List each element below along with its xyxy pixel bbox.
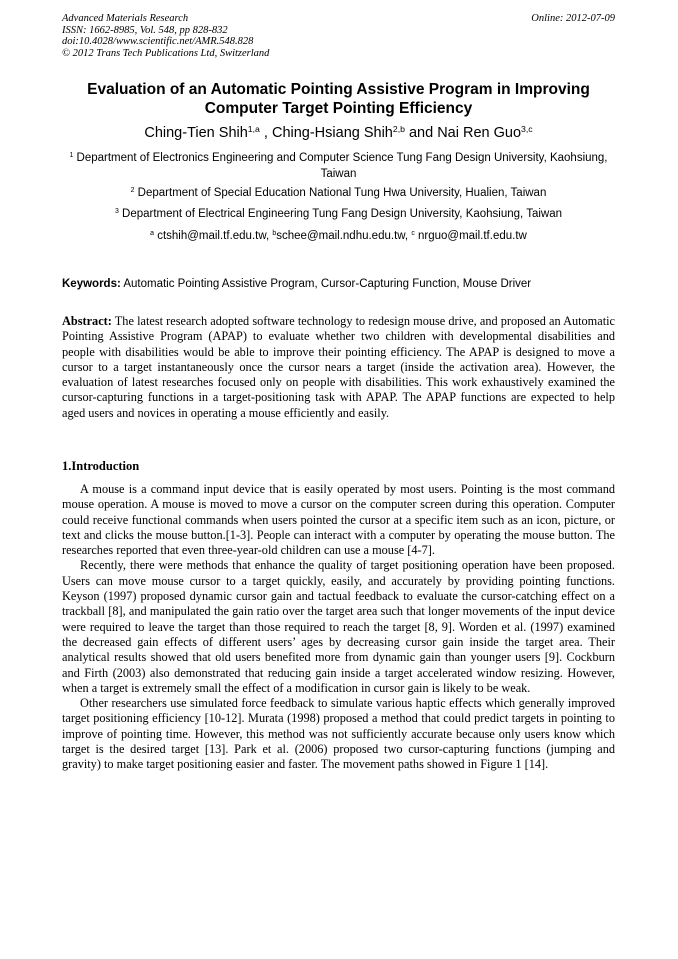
email-line [62,229,615,245]
email-superscript: a [150,229,154,237]
affiliation-2 [62,186,615,202]
keywords-label: Keywords: [62,278,121,290]
copyright-line: © 2012 Trans Tech Publications Ltd, Switzerland [62,47,270,59]
keywords-text: Automatic Pointing Assistive Program, Cursor-Capturing Function, Mouse Driver [123,278,532,290]
journal-header [62,13,615,59]
author-separator: and [404,125,438,141]
email-superscript: b [272,229,277,237]
paragraph: Recently, there were methods that enhance the quality of target positioning operation have been proposed. Users can move mouse cursor to a target quickly, easily, and accurately by providing pointing functions. Keyson (1997) proposed dynamic cursor gain and tactual feedback to evaluate the cursor-catching effect on a trackball [8], and manipulated the gain ratio over the target area such that longer movements of the input device were required to leave the target than those required to reach the target [8, 9]. Worden et al. (1997) examined the decreased gain effects of different users’ ages by decreasing cursor gain inside the target area. Their analytical results showed that old users benefited more from dynamic gain than younger users [9]. Cockburn and Firth (2003) also demonstrated that reducing gain inside a target accelerated window resizing. However, when a target is extremely small the effect of a modification in cursor gain is likely to be weak. [62,558,615,695]
journal-name: Advanced Materials Research [62,13,189,24]
author-superscript: 3,c [521,123,533,134]
abstract-label: Abstract: [62,314,112,328]
paper-title: Evaluation of an Automatic Pointing Assistive Program in Improving Computer Target Pointing Efficiency [87,81,590,117]
online-date: Online: 2012-07-09 [531,13,615,24]
introduction-body [62,482,615,773]
affiliation-number: 3 [114,207,119,215]
doi-line: doi:10.4028/www.scientific.net/AMR.548.828 [62,36,254,47]
author-name: Ching-Hsiang Shih [271,125,393,141]
affiliation-number: 1 [69,151,74,159]
email-address[interactable]: nrguo@mail.tf.edu.tw [418,230,527,242]
email-address[interactable]: schee@mail.ndhu.edu.tw, [276,230,409,242]
section-heading: 1.Introduction [62,459,140,473]
author-line [62,124,615,142]
author-separator: , [259,125,272,141]
email-address[interactable]: ctshih@mail.tf.edu.tw, [157,230,270,242]
affiliation-text: Department of Special Education National Tung Hwa University, Hualien, Taiwan [137,187,547,199]
affiliation-text: Department of Electronics Engineering and Computer Science Tung Fang Design University, Kaohsiung, Taiwan [76,152,608,180]
author-superscript: 2,b [392,123,405,134]
author-name: Nai Ren Guo [437,125,522,141]
author-name: Ching-Tien Shih [144,125,248,141]
abstract-text: The latest research adopted software technology to redesign mouse drive, and proposed an Automatic Pointing Assistive Program (APAP) to evaluate whether two children with developmental disabilities and people with disabilities would be able to improve their pointing efficiency. The APAP is designed to move a cursor to a target instantaneously once the cursor nears a target (inside the activation area). However, the evaluation of latest researches focused only on people with disabilities. This work exhaustively examined the cursor-capturing functions in a target-positioning task with APAP. The APAP functions are expected to help aged users and novices in operating a mouse efficiently and easily. [62,314,615,420]
author-superscript: 1,a [247,123,260,134]
paragraph: Other researchers use simulated force feedback to simulate various haptic effects which generally improved target positioning efficiency [10-12]. Murata (1998) proposed a method that could predict targets in pointing to improve of pointing time. However, this method was not sufficiently accurate because only users know which target is the desired target [13]. Park et al. (2006) proposed two cursor-capturing functions (jumping and gravity) to make target positioning easier and faster. The movement paths showed in Figure 1 [14]. [62,696,615,772]
issn-line: ISSN: 1662-8985, Vol. 548, pp 828-832 [62,24,228,36]
paragraph: A mouse is a command input device that is easily operated by most users. Pointing is the most command mouse operation. A mouse is moved to move a cursor on the computer screen during this operation. Computer could receive functional commands when users pointed the cursor at a specific item such as an icon, picture, or text and clicks the mouse button.[1-3]. People can interact with a computer by operating the mouse button. The researches reported that even three-year-old children can use a mouse [4-7]. [62,482,615,558]
email-superscript: c [411,229,415,237]
affiliation-1 [62,151,615,182]
affiliation-text: Department of Electrical Engineering Tung Fang Design University, Kaohsiung, Taiwan [122,208,563,220]
affiliation-3 [62,207,615,223]
abstract-block [62,314,615,421]
affiliation-number: 2 [130,186,135,194]
keywords-block [62,277,615,292]
